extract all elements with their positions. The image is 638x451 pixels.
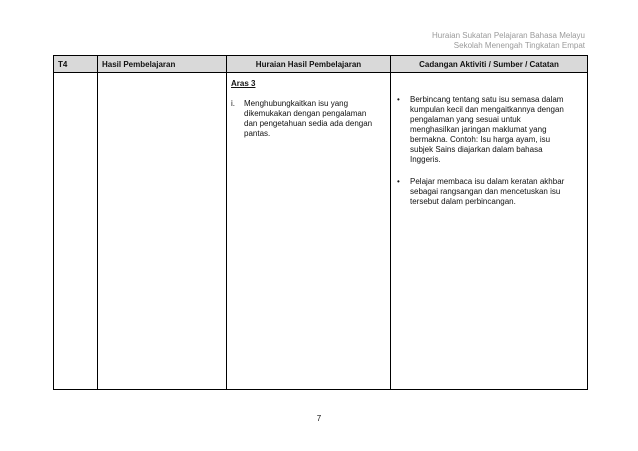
bullet-text xyxy=(410,177,581,207)
page-number: 7 xyxy=(316,414,322,423)
cell-cadangan xyxy=(391,73,588,390)
syllabus-table xyxy=(53,55,588,390)
list-item xyxy=(231,99,384,139)
bullet-line: subjek Sains diajarkan dalam bahasa xyxy=(410,145,543,154)
cell-hasil xyxy=(98,73,227,390)
item-line: dikemukakan dengan pengalaman xyxy=(244,109,367,118)
column-header-hasil: Hasil Pembelajaran xyxy=(98,56,227,73)
table-header-row xyxy=(54,56,588,73)
item-line: pantas. xyxy=(244,129,271,138)
column-header-huraian: Huraian Hasil Pembelajaran xyxy=(227,56,391,73)
header-line-1: Huraian Sukatan Pelajaran Bahasa Melayu xyxy=(432,31,585,40)
bullet-line: tersebut dalam perbincangan. xyxy=(410,197,516,206)
bullet-line: kumpulan kecil dan mengaitkannya dengan xyxy=(410,105,564,114)
bullet-item xyxy=(395,177,581,207)
column-header-cadangan: Cadangan Aktiviti / Sumber / Catatan xyxy=(391,56,588,73)
bullet-line: Inggeris. xyxy=(410,155,441,164)
bullet-text xyxy=(410,95,581,165)
bullet-line: menghasilkan jaringan maklumat yang xyxy=(410,125,547,134)
table-row xyxy=(54,73,588,390)
bullet-marker: • xyxy=(397,177,400,186)
header-line-2: Sekolah Menengah Tingkatan Empat xyxy=(453,41,585,50)
bullet-item xyxy=(395,95,581,165)
item-number: i. xyxy=(231,99,235,108)
bullet-line: pengalaman yang sesuai untuk xyxy=(410,115,521,124)
running-header xyxy=(432,31,585,51)
bullet-line: Pelajar membaca isu dalam keratan akhbar xyxy=(410,177,565,186)
column-header-t4: T4 xyxy=(54,56,98,73)
item-line: Menghubungkaitkan isu yang xyxy=(244,99,349,108)
bullet-line: sebagai rangsangan dan mencetuskan isu xyxy=(410,187,561,196)
level-heading: Aras 3 xyxy=(231,79,256,88)
item-line: dan pengetahuan sedia ada dengan xyxy=(244,119,373,128)
cell-huraian xyxy=(227,73,391,390)
item-text xyxy=(244,99,384,139)
bullet-line: Berbincang tentang satu isu semasa dalam xyxy=(410,95,564,104)
bullet-marker: • xyxy=(397,95,400,104)
cell-t4 xyxy=(54,73,98,390)
bullet-line: bermakna. Contoh: Isu harga ayam, isu xyxy=(410,135,551,144)
